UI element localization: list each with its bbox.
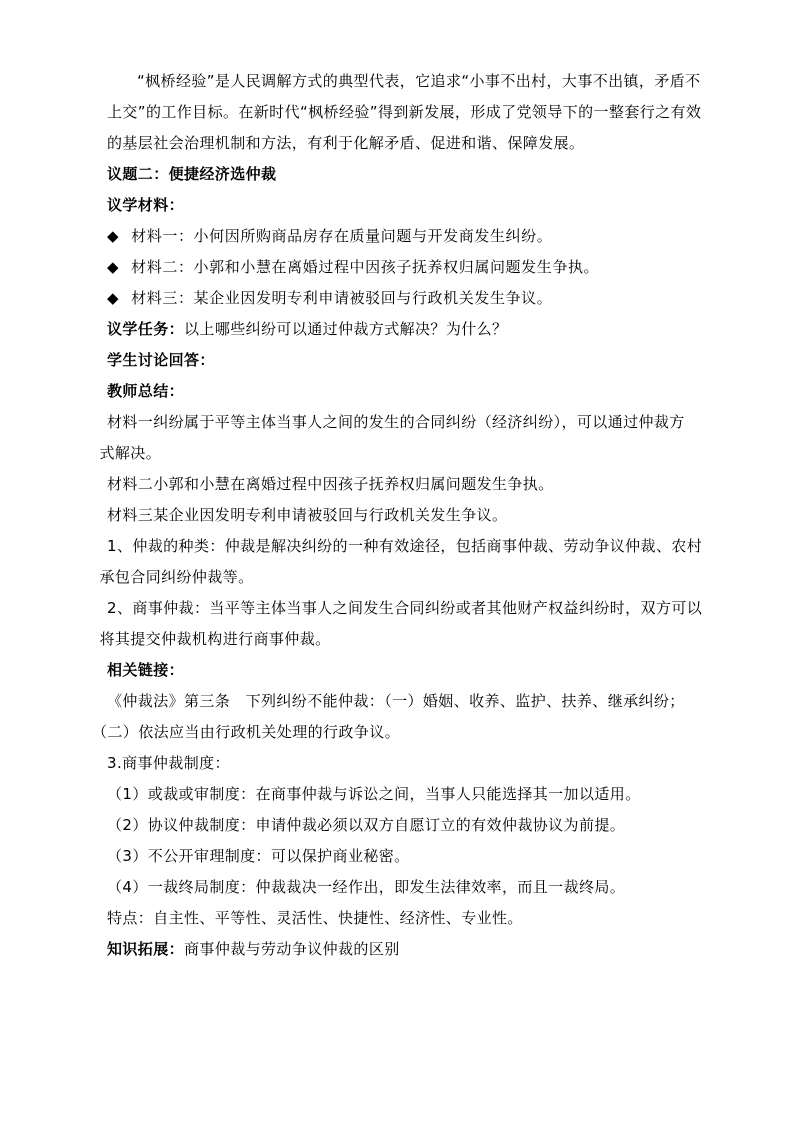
summary-p1-line-2: 承包合同纠纷仲裁等。 bbox=[99, 568, 254, 586]
law-line-1: 《仲裁法》第三条 下列纠纷不能仲裁：（一）婚姻、收养、监护、扶养、继承纠纷； bbox=[107, 692, 685, 710]
material-item bbox=[107, 221, 722, 252]
document-page bbox=[92, 66, 722, 965]
related-heading: 相关链接： bbox=[107, 661, 185, 679]
summary-m2: 材料二小郭和小慧在离婚过程中因孩子抚养权归属问题发生争执。 bbox=[107, 475, 554, 493]
system-features: 特点：自主性、平等性、灵活性、快捷性、经济性、专业性。 bbox=[107, 909, 523, 927]
task-text: 以上哪些纠纷可以通过仲裁方式解决？为什么？ bbox=[184, 320, 508, 338]
system-item: （4）一裁终局制度：仲裁裁决一经作出，即发生法律效率，而且一裁终局。 bbox=[107, 878, 626, 896]
summary-p2-line-1: 2、商事仲裁：当平等主体当事人之间发生合同纠纷或者其他财产权益纠纷时，双方可以 bbox=[107, 599, 703, 617]
discussion-heading: 学生讨论回答： bbox=[107, 351, 215, 369]
intro-line-2: 上交”的工作目标。在新时代“枫桥经验”得到新发展，形成了党领导下的一整套行之有效 bbox=[107, 103, 702, 121]
materials-heading: 议学材料： bbox=[107, 196, 185, 214]
diamond-bullet-icon: ◆ bbox=[107, 258, 120, 276]
extension-paragraph bbox=[107, 934, 722, 965]
material-text: 材料二：小郭和小慧在离婚过程中因孩子抚养权归属问题发生争执。 bbox=[131, 258, 600, 276]
law-line-2: （二）依法应当由行政机关处理的行政争议。 bbox=[92, 723, 401, 741]
material-text: 材料一：小何因所购商品房存在质量问题与开发商发生纠纷。 bbox=[131, 227, 553, 245]
diamond-bullet-icon: ◆ bbox=[107, 227, 120, 245]
material-item bbox=[107, 252, 722, 283]
system-item: （3）不公开审理制度：可以保护商业秘密。 bbox=[107, 847, 410, 865]
system-item: （2）协议仲裁制度：申请仲裁必须以双方自愿订立的有效仲裁协议为前提。 bbox=[107, 816, 626, 834]
task-label: 议学任务： bbox=[107, 320, 185, 338]
intro-line-3: 的基层社会治理机制和方法，有利于化解矛盾、促进和谐、保障发展。 bbox=[107, 134, 585, 152]
diamond-bullet-icon: ◆ bbox=[107, 289, 120, 307]
summary-p2-line-2: 将其提交仲裁机构进行商事仲裁。 bbox=[99, 630, 331, 648]
task-paragraph bbox=[107, 314, 722, 345]
summary-m1-line-2: 式解决。 bbox=[99, 444, 162, 462]
extension-text: 商事仲裁与劳动争议仲裁的区别 bbox=[184, 940, 400, 958]
material-text: 材料三：某企业因发明专利申请被驳回与行政机关发生争议。 bbox=[131, 289, 553, 307]
teacher-heading: 教师总结： bbox=[107, 382, 185, 400]
summary-m1-line-1: 材料一纠纷属于平等主体当事人之间的发生的合同纠纷（经济纠纷），可以通过仲裁方 bbox=[107, 413, 685, 431]
summary-p1-line-1: 1、仲裁的种类：仲裁是解决纠纷的一种有效途径，包括商事仲裁、劳动争议仲裁、农村 bbox=[107, 537, 703, 555]
topic2-heading: 议题二：便捷经济选仲裁 bbox=[107, 165, 277, 183]
extension-label: 知识拓展： bbox=[107, 940, 185, 958]
system-item: （1）或裁或审制度：在商事仲裁与诉讼之间，当事人只能选择其一加以适用。 bbox=[107, 785, 641, 803]
summary-m3: 材料三某企业因发明专利申请被驳回与行政机关发生争议。 bbox=[107, 506, 508, 524]
material-item bbox=[107, 283, 722, 314]
intro-line-1: “枫桥经验”是人民调解方式的典型代表，它追求“小事不出村，大事不出镇，矛盾不 bbox=[137, 72, 701, 90]
system-heading: 3.商事仲裁制度： bbox=[107, 754, 230, 772]
